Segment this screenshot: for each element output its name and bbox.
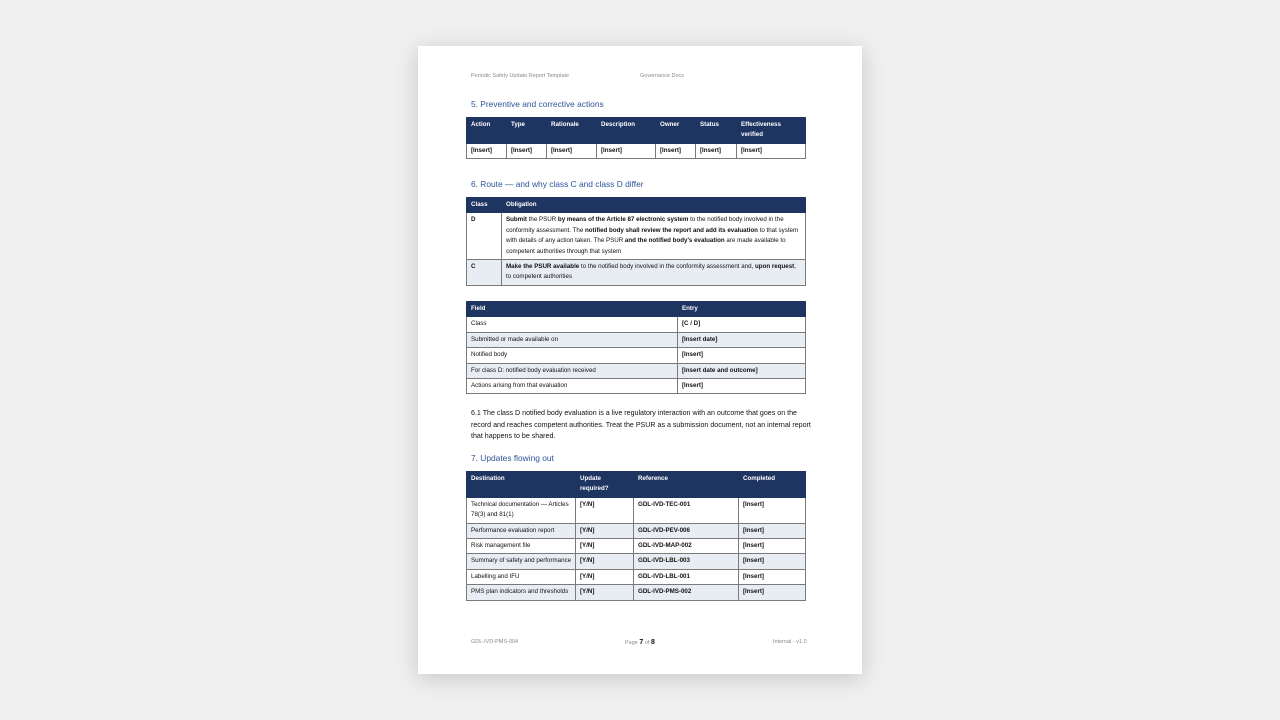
header-category: Governance Docs <box>640 73 685 79</box>
updates-table-row <box>467 497 806 523</box>
updates-table-row <box>467 554 806 569</box>
obligation-cell: Submit the PSUR by means of the Article 87 electronic system to the notified body involved in the conformity assessment. The notified body shall review the report and add its evaluation to that system with details of any action taken. The PSUR and the notified body's evaluation are made available to competent authorities through that system <box>502 213 806 260</box>
updates-cell: [Insert] <box>739 554 806 569</box>
updates-cell: GDL-IVD-LBL-001 <box>634 569 739 584</box>
class-cell: C <box>467 260 502 286</box>
updates-cell: [Y/N] <box>576 585 634 600</box>
class-cell: D <box>467 213 502 260</box>
field-name-cell: Notified body <box>467 348 678 363</box>
updates-table-row <box>467 523 806 538</box>
actions-column-header: Status <box>696 118 737 144</box>
updates-cell: Technical documentation — Articles 78(3) and 81(1) <box>467 497 576 523</box>
updates-cell: [Insert] <box>739 523 806 538</box>
section-6-1-paragraph: 6.1 The class D notified body evaluation is a live regulatory interaction with an outcome that goes on the record and reaches competent authorities. Treat the PSUR as a submission document, not an internal report that happens to be shared. <box>471 409 811 441</box>
updates-column-header: Update required? <box>576 472 634 498</box>
actions-column-header: Description <box>597 118 656 144</box>
field-name-cell: Class <box>467 317 678 332</box>
footer-page-number: Page 7 of 8 <box>625 639 655 646</box>
updates-cell: Summary of safety and performance <box>467 554 576 569</box>
footer-doc-id: GDL-IVD-PMS-004 <box>471 639 519 645</box>
field-column-header: Field <box>467 302 678 317</box>
actions-cell: [Insert] <box>597 143 656 158</box>
updates-column-header: Reference <box>634 472 739 498</box>
actions-cell: [Insert] <box>656 143 696 158</box>
updates-cell: [Y/N] <box>576 497 634 523</box>
updates-cell: [Insert] <box>739 497 806 523</box>
updates-cell: [Y/N] <box>576 523 634 538</box>
section-6-heading: 6. Route — and why class C and class D differ <box>471 179 644 189</box>
class-obligation-table <box>466 197 806 286</box>
updates-cell: [Insert] <box>739 539 806 554</box>
header-title: Periodic Safety Update Report Template <box>471 73 570 79</box>
updates-cell: Performance evaluation report <box>467 523 576 538</box>
updates-cell: Risk management file <box>467 539 576 554</box>
updates-table-row <box>467 539 806 554</box>
actions-column-header: Effectiveness verified <box>737 118 806 144</box>
actions-table-header <box>467 118 806 144</box>
updates-cell: Labelling and IFU <box>467 569 576 584</box>
actions-cell: [Insert] <box>507 143 547 158</box>
updates-cell: GDL-IVD-LBL-003 <box>634 554 739 569</box>
actions-table <box>466 117 806 159</box>
class-table-row <box>467 260 806 286</box>
updates-table-row <box>467 585 806 600</box>
field-entry-cell: [Insert] <box>678 348 806 363</box>
actions-table-row <box>467 143 806 158</box>
submission-fields-table <box>466 301 806 394</box>
footer-version: Internal - v1.0 <box>773 639 807 645</box>
updates-table-row <box>467 569 806 584</box>
class-table-header <box>467 198 806 213</box>
actions-column-header: Rationale <box>547 118 597 144</box>
class-table-row <box>467 213 806 260</box>
document-page <box>418 46 862 674</box>
actions-cell: [Insert] <box>547 143 597 158</box>
actions-column-header: Type <box>507 118 547 144</box>
updates-cell: GDL-IVD-TEC-001 <box>634 497 739 523</box>
fields-table-header <box>467 302 806 317</box>
updates-cell: [Insert] <box>739 585 806 600</box>
updates-cell: [Insert] <box>739 569 806 584</box>
field-entry-cell: [C / D] <box>678 317 806 332</box>
updates-column-header: Destination <box>467 472 576 498</box>
updates-cell: GDL-IVD-MAP-002 <box>634 539 739 554</box>
actions-column-header: Action <box>467 118 507 144</box>
field-name-cell: For class D: notified body evaluation received <box>467 363 678 378</box>
obligation-cell: Make the PSUR available to the notified body involved in the conformity assessment and, upon request, to competent authorities <box>502 260 806 286</box>
actions-cell: [Insert] <box>467 143 507 158</box>
updates-cell: [Y/N] <box>576 554 634 569</box>
field-entry-cell: [Insert date] <box>678 332 806 347</box>
actions-cell: [Insert] <box>696 143 737 158</box>
fields-table-row <box>467 379 806 394</box>
updates-cell: [Y/N] <box>576 569 634 584</box>
actions-column-header: Owner <box>656 118 696 144</box>
fields-table-row <box>467 332 806 347</box>
class-column-header: Class <box>467 198 502 213</box>
section-7-heading: 7. Updates flowing out <box>471 453 554 463</box>
updates-cell: PMS plan indicators and thresholds <box>467 585 576 600</box>
field-column-header: Entry <box>678 302 806 317</box>
actions-cell: [Insert] <box>737 143 806 158</box>
field-entry-cell: [Insert] <box>678 379 806 394</box>
fields-table-row <box>467 348 806 363</box>
fields-table-row <box>467 317 806 332</box>
updates-cell: GDL-IVD-PMS-002 <box>634 585 739 600</box>
class-column-header: Obligation <box>502 198 806 213</box>
field-entry-cell: [Insert date and outcome] <box>678 363 806 378</box>
fields-table-row <box>467 363 806 378</box>
updates-table-header <box>467 472 806 498</box>
section-5-heading: 5. Preventive and corrective actions <box>471 99 604 109</box>
updates-cell: [Y/N] <box>576 539 634 554</box>
field-name-cell: Actions arising from that evaluation <box>467 379 678 394</box>
updates-cell: GDL-IVD-PEV-006 <box>634 523 739 538</box>
updates-table <box>466 471 806 601</box>
field-name-cell: Submitted or made available on <box>467 332 678 347</box>
updates-column-header: Completed <box>739 472 806 498</box>
